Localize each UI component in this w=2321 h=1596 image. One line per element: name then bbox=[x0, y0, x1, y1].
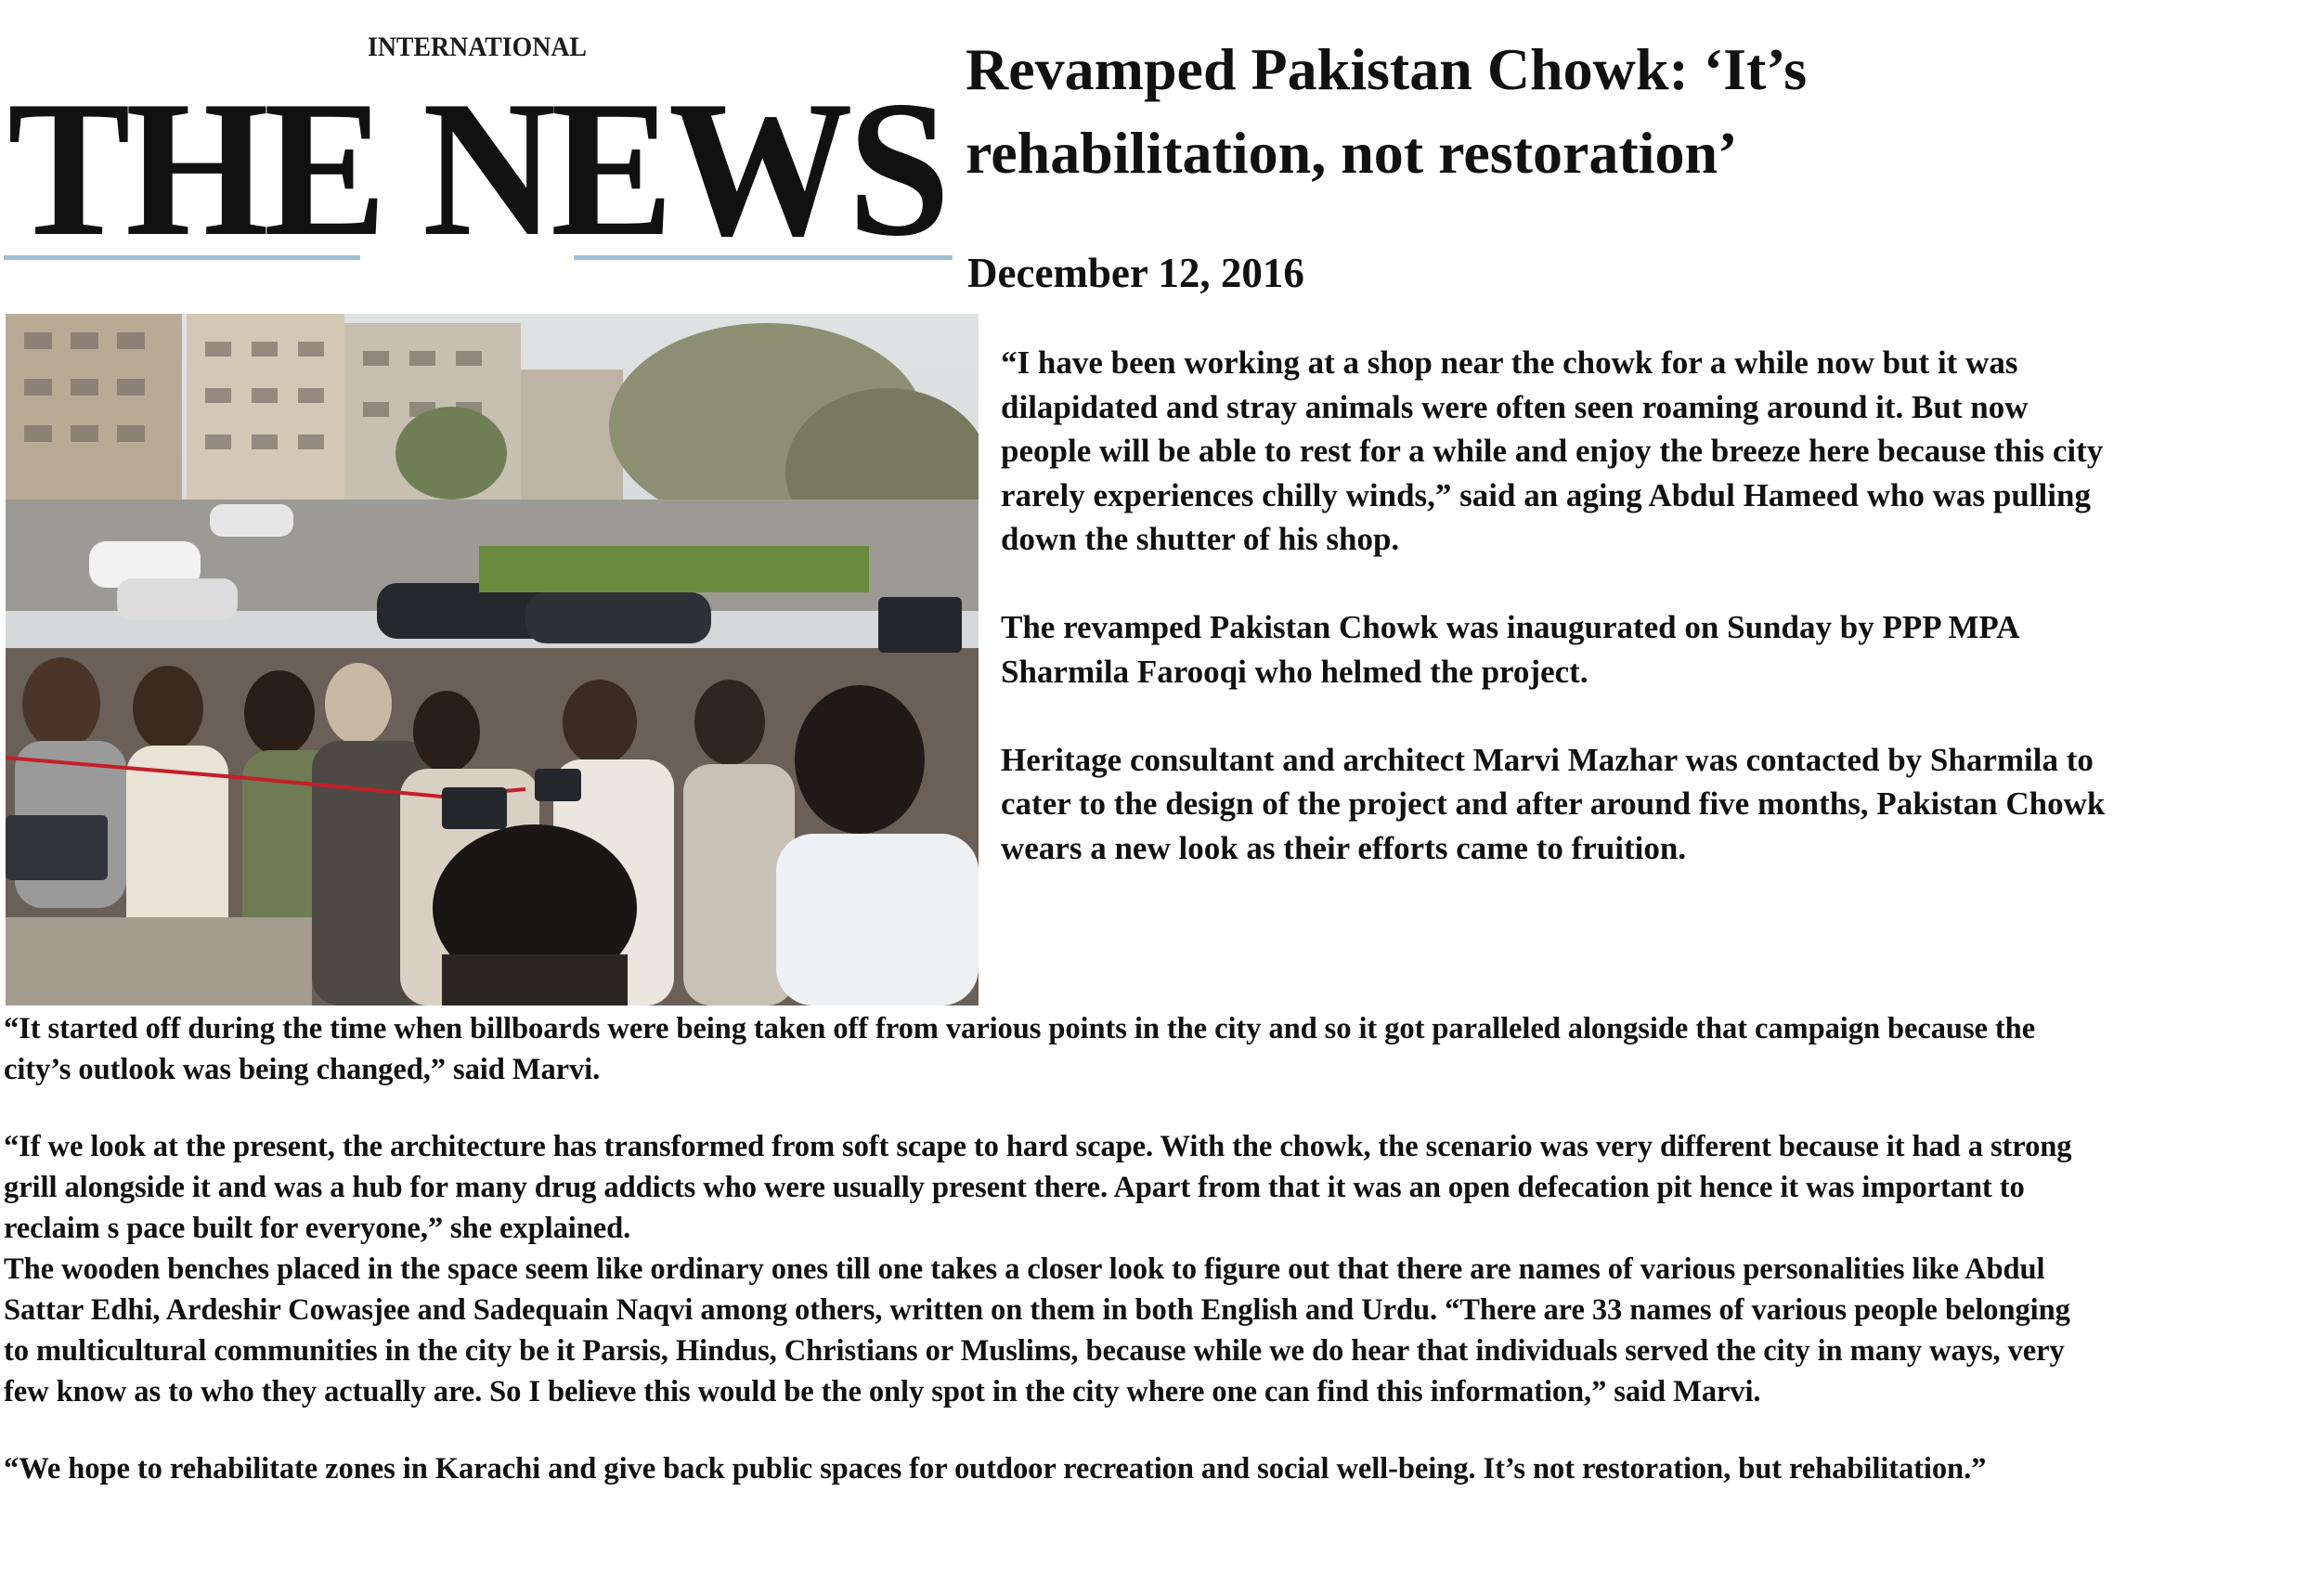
headline-line-2: rehabilitation, not restoration’ bbox=[966, 120, 1738, 186]
article-headline bbox=[966, 28, 2265, 195]
masthead-name: THE NEWS bbox=[7, 61, 945, 277]
paragraph: “We hope to rehabilitate zones in Karachi and give back public spaces for outdoor recreation and social well-being. It’s not restoration, but rehabilitation.” bbox=[4, 1452, 1987, 1486]
paragraph: “I have been working at a shop near the chowk for a while now but it was dilapidated and stray animals were often seen roaming around it. But now people will be able to rest for a while and enjoy the breeze here because this city rarely experiences chilly winds,” said an aging Abdul Hameed who was pulling down the shutter of his shop. bbox=[1001, 344, 2104, 557]
article-date: December 12, 2016 bbox=[967, 250, 1304, 296]
paragraph: Heritage consultant and architect Marvi Mazhar was contacted by Sharmila to cater to the design of the project and after around five months, Pakistan Chowk wears a new look as their efforts came to fruition. bbox=[1001, 741, 2106, 866]
article-body-side bbox=[1001, 341, 2319, 870]
article-photo bbox=[6, 314, 979, 1006]
paragraph: “It started off during the time when billboards were being taken off from various points in the city and so it got paralleled alongside that campaign because the city’s outlook was being changed,” said Marvi. bbox=[4, 1012, 2036, 1086]
paragraph: “If we look at the present, the architecture has transformed from soft scape to hard scape. With the chowk, the scenario was very different because it had a strong grill alongside it and was a hub for many drug addicts who were usually present there. Apart from that it was an open defecation pit hence it was important to reclaim s pace built for everyone,” she explained. bbox=[4, 1130, 2072, 1245]
paragraph: The revamped Pakistan Chowk was inaugurated on Sunday by PPP MPA Sharmila Farooqi who helmed the project. bbox=[1001, 609, 2020, 690]
masthead-edition: INTERNATIONAL bbox=[368, 32, 587, 62]
paragraph: The wooden benches placed in the space seem like ordinary ones till one takes a closer look to figure out that there are names of various personalities like Abdul Sattar Edhi, Ardeshir Cowasjee and Sadequain Naqvi among others, written on them in both English and Urdu. “There are 33 names of various people belonging to multicultural communities in the city be it Parsis, Hindus, Christians or Muslims, because while we do hear that individuals served the city in many ways, very few know as to who they actually are. So I believe this would be the only spot in the city where one can find this information,” said Marvi. bbox=[4, 1252, 2070, 1408]
masthead-logo bbox=[0, 19, 956, 297]
article-body-full bbox=[4, 1008, 2319, 1489]
headline-line-1: Revamped Pakistan Chowk: ‘It’s bbox=[966, 36, 1808, 102]
